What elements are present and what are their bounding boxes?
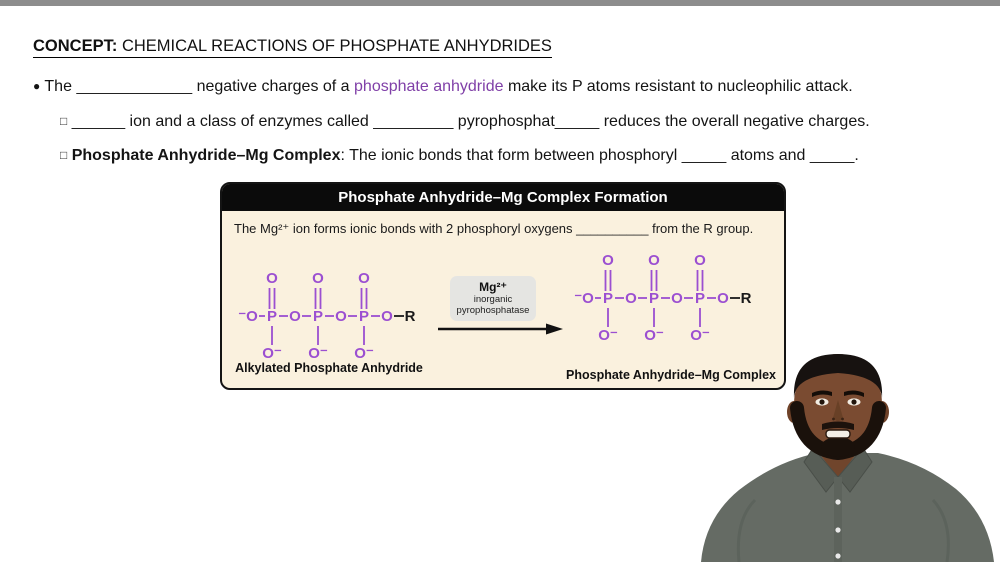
atom-label: O⁻: [308, 345, 328, 361]
instructor-mouth: [826, 430, 850, 438]
atom-label: P: [358, 308, 370, 325]
molecule-svg: [236, 266, 426, 361]
instructor-eye: [851, 399, 856, 404]
line2-seg3: reduces the overall negative charges.: [603, 113, 870, 130]
page-title-underline: [33, 37, 552, 58]
instructor-video-overlay: [695, 350, 1000, 562]
atom-label: O: [289, 308, 301, 325]
reaction-arrow-icon: [436, 322, 564, 336]
atom-label: O: [602, 252, 614, 269]
caption-pre: The Mg²⁺ ion forms ionic bonds with 2 phosphoryl oxygens: [234, 221, 573, 236]
mg-complex-term: Phosphate Anhydride–Mg Complex: [71, 147, 341, 164]
phosphate-anhydride-term: phosphate anhydride: [354, 78, 504, 95]
atom-label: O: [671, 290, 683, 307]
fill-blank: _____: [681, 147, 727, 164]
fill-blank: _____________: [76, 78, 193, 95]
line2-seg1: ion and a class of enzymes called: [129, 113, 369, 130]
atom-label: O: [312, 270, 324, 287]
concept-label: CONCEPT:: [33, 37, 118, 55]
atom-label: O⁻: [690, 327, 710, 343]
atom-label: O: [381, 308, 393, 325]
caption-post: from the R group.: [652, 221, 754, 236]
atom-label: O: [266, 270, 278, 287]
line3-period: .: [854, 147, 859, 164]
left-structure-label: Alkylated Phosphate Anhydride: [235, 361, 423, 375]
instructor-eye: [819, 399, 824, 404]
diagram-caption: [234, 221, 772, 237]
atom-label: P: [602, 290, 614, 307]
atom-label: O⁻: [644, 327, 664, 343]
atom-label: O⁻: [262, 345, 282, 361]
atom-label: O: [358, 270, 370, 287]
line1-post: make its P atoms resistant to nucleophilic attack.: [507, 78, 853, 95]
line1-pre: The: [44, 78, 72, 95]
atom-label: O: [694, 252, 706, 269]
atom-label: P: [648, 290, 660, 307]
fill-blank: _________: [373, 113, 454, 130]
line2-seg2: pyrophosphat: [457, 113, 555, 130]
atom-label: P: [266, 308, 278, 325]
atom-label: O: [717, 290, 729, 307]
line3-seg1: : The ionic bonds that form between phosphoryl: [340, 147, 678, 164]
reagent-box: [450, 276, 536, 321]
fill-blank: __________: [576, 221, 649, 236]
bullet-line-3: [60, 147, 859, 165]
square-bullet-icon: □: [60, 148, 68, 162]
atom-label: O: [625, 290, 637, 307]
reagent-enzyme-line1: inorganic: [473, 294, 513, 305]
molecule-svg: [572, 248, 762, 343]
atom-label: O: [648, 252, 660, 269]
atom-label: P: [694, 290, 706, 307]
alkylated-phosphate-anhydride-structure: [236, 266, 426, 366]
atom-label: ⁻O: [574, 290, 594, 307]
atom-label: ⁻O: [238, 308, 258, 325]
atom-label: P: [312, 308, 324, 325]
shirt-button: [835, 553, 840, 558]
bullet-icon: ●: [33, 79, 41, 93]
atom-label: O: [335, 308, 347, 325]
shirt-button: [835, 499, 840, 504]
fill-blank: _____: [554, 113, 600, 130]
line3-seg2: atoms and: [730, 147, 806, 164]
bullet-line-2: [60, 113, 870, 131]
atom-label: R: [404, 308, 416, 325]
square-bullet-icon: □: [60, 114, 68, 128]
atom-label: O⁻: [598, 327, 618, 343]
diagram-title: Phosphate Anhydride–Mg Complex Formation: [222, 184, 784, 211]
concept-title-text: CHEMICAL REACTIONS OF PHOSPHATE ANHYDRIDES: [121, 37, 552, 55]
page-title: [33, 37, 552, 56]
reagent-mg-label: Mg²⁺: [479, 280, 507, 294]
line1-mid: negative charges of a: [196, 78, 350, 95]
reagent-enzyme-line2: pyrophosphatase: [456, 305, 530, 316]
atom-label: R: [740, 290, 752, 307]
shirt-button: [835, 527, 840, 532]
fill-blank: ______: [71, 113, 126, 130]
bullet-line-1: [33, 78, 853, 96]
video-top-bar: [0, 0, 1000, 6]
right-structure-label: Phosphate Anhydride–Mg Complex: [566, 368, 776, 382]
fill-blank: _____: [809, 147, 855, 164]
phosphate-anhydride-mg-complex-structure: [572, 248, 762, 348]
atom-label: O⁻: [354, 345, 374, 361]
